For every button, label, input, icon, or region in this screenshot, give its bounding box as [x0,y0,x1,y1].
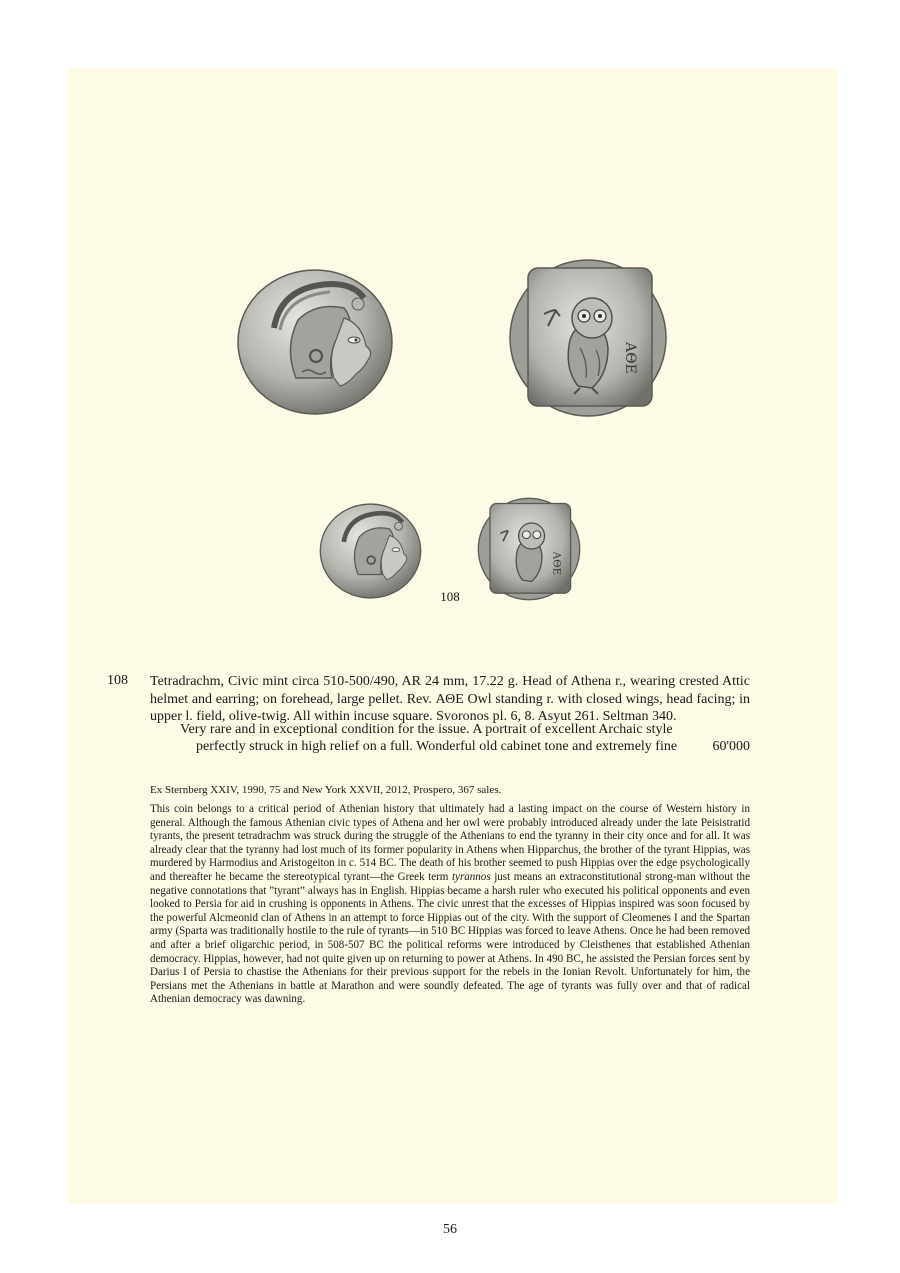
lot-price: 60'000 [712,739,750,754]
essay-italic-term: tyrannos [451,870,491,883]
lot-number: 108 [107,673,128,688]
essay-part1: This coin belongs to a critical period of Athenian history that ultimately had a lasting impact on the course of Western history in general. Although the famous Athenian civic types of Athena and her owl were probably introduced already under the late Peisistratid tyrants, the present tetradrachm was struck during the struggle of the Athenians to end the tyranny in their city once and for all. It was already clear that the tyranny had lost much of its former popularity in Athens when Hipparchus, the brother of the tyrant Hippias, was murdered by Harmodius and Aristogeiton in c. 514 BC. The death of his brother seemed to push Hippias over the edge psychologically and thereafter he became the stereotypical tyrant—the Greek term [150,803,750,883]
provenance: Ex Sternberg XXIV, 1990, 75 and New York XXVII, 2012, Prospero, 367 sales. [150,784,502,796]
figure-number: 108 [440,589,460,604]
coin-legend-small: ΑΘΕ [550,551,563,576]
coin-obverse-large [236,268,394,416]
coin-reverse-small [477,497,581,601]
historical-essay [150,803,750,1007]
page-number: 56 [443,1222,457,1237]
coin-reverse-large [508,258,668,418]
lot-condition-line2: perfectly struck in high relief on a full. Wonderful old cabinet tone and extremely fine [196,739,678,754]
lot-description: Tetradrachm, Civic mint circa 510-500/490, AR 24 mm, 17.22 g. Head of Athena r., wearing crested Attic helmet and earring; on forehead, large pellet. Rev. ΑΘΕ Owl standing r. with closed wings, head facing; in upper l. field, olive-twig. All within incuse square. Svoronos pl. 6, 8. Asyut 261. Seltman 340. [150,674,750,725]
coin-obverse-small [319,501,422,601]
essay-part2: just means an extraconstitutional strong-man without the negative connotations that ”tyrant” always has in English. Hippias became a harsh ruler who executed his political opponents and even looked to Persia for aid in crushing is opponents in Athens. The civic unrest that the excesses of Hippias inspired was soon focused by the powerful Alcmeonid clan of Athens in an attempt to force Hippias out of the city. With the support of Cleomenes I and the Spartan army (Sparta was traditionally hostile to the rule of tyrants—in 510 BC Hippias was forced to leave Athens. Once he had been removed and after a brief oligarchic period, in 508-507 BC the political reforms were introduced by Cleisthenes that established Athenian democracy. Hippias, however, had not quite given up on returning to power at Athens. In 490 BC, he assisted the Persian forces sent by Darius I of Persia to chastise the Athenians for their previous support for the rebels in the Ionian Revolt. Unfortunately for him, the Persians met the Athenians in battle at Marathon and were soundly defeated. The age of tyrants was fully over and that of radical Athenian democracy was dawning. [150,870,750,1006]
coin-legend: ΑΘΕ [622,342,638,374]
lot-condition-line1: Very rare and in exceptional condition for the issue. A portrait of excellent Archaic style [180,722,673,737]
page-panel [67,68,838,1204]
